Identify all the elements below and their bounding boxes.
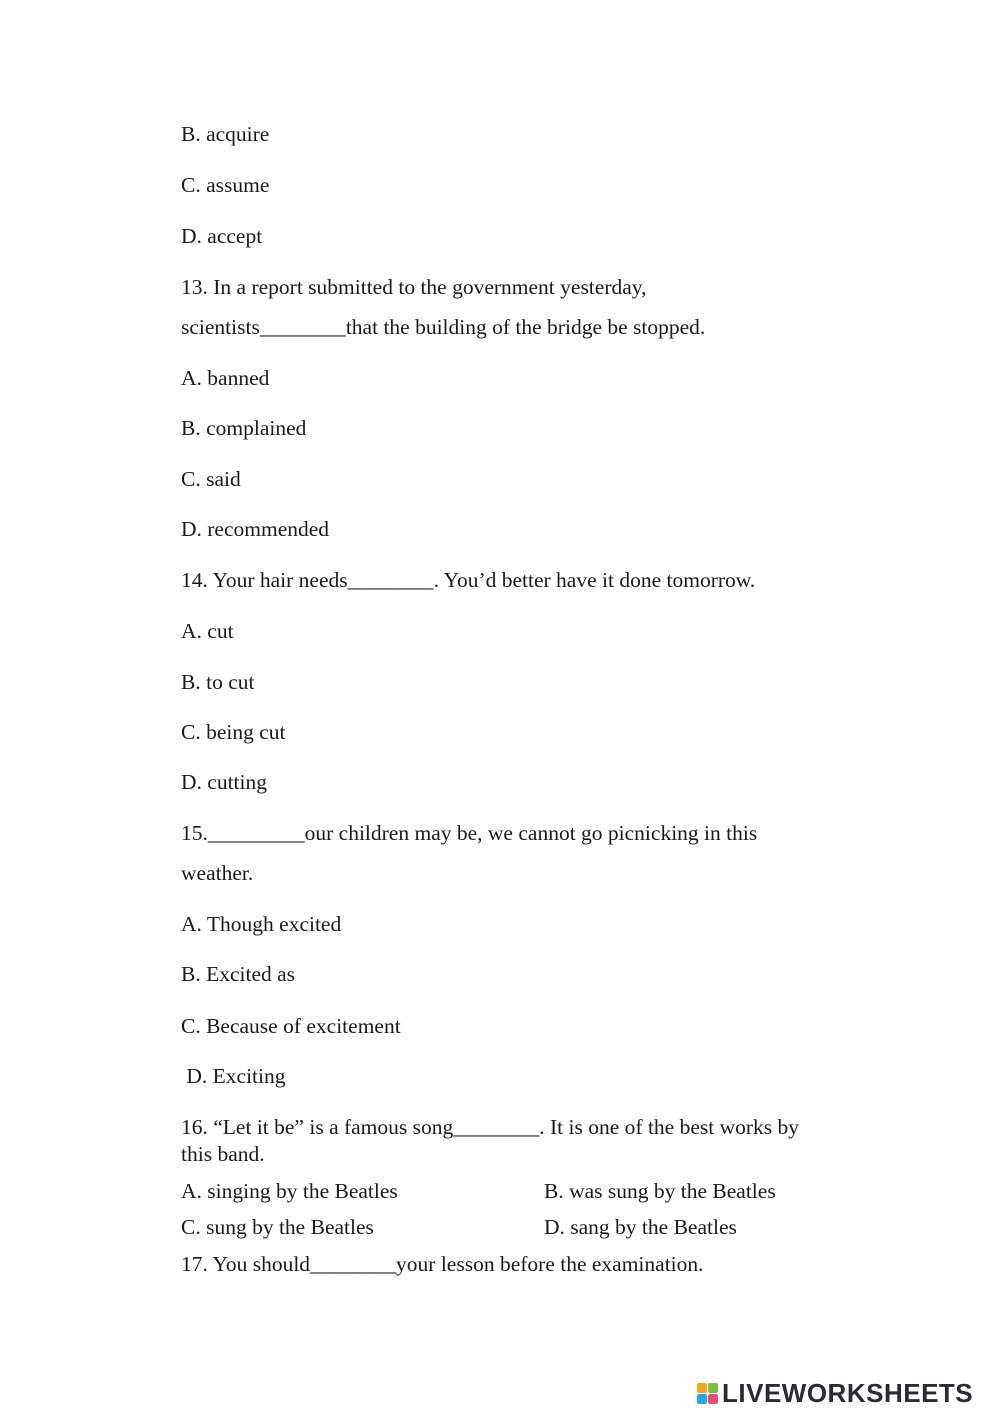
option-16c: C. sung by the Beatles [181, 1215, 374, 1239]
option-16a: A. singing by the Beatles [181, 1179, 398, 1203]
option-16b: B. was sung by the Beatles [544, 1179, 776, 1203]
option-15b: B. Excited as [181, 962, 296, 986]
logo-mark-icon [697, 1383, 718, 1404]
option-14d: D. cutting [181, 770, 267, 794]
option-12c: C. assume [181, 173, 270, 197]
question-16-line-1: 16. “Let it be” is a famous song________. It is one of the best works by [181, 1115, 800, 1139]
option-15c: C. Because of excitement [181, 1014, 401, 1038]
logo-text: LIVEWORKSHEETS [722, 1378, 974, 1408]
option-16d: D. sang by the Beatles [544, 1215, 737, 1239]
option-13a: A. banned [181, 366, 270, 390]
option-14b: B. to cut [181, 670, 255, 694]
liveworksheets-logo[interactable] [697, 1378, 973, 1409]
question-13-line-2: scientists________that the building of the bridge be stopped. [181, 315, 706, 339]
question-17: 17. You should________your lesson before the examination. [181, 1252, 704, 1276]
question-16-line-2: this band. [181, 1142, 265, 1166]
option-15a: A. Though excited [181, 912, 342, 936]
option-12b: B. acquire [181, 122, 270, 146]
option-13d: D. recommended [181, 517, 330, 541]
question-15-line-1: 15._________our children may be, we cannot go picnicking in this [181, 821, 758, 845]
option-12d: D. accept [181, 224, 263, 248]
option-14c: C. being cut [181, 720, 286, 744]
option-13c: C. said [181, 467, 241, 491]
question-14: 14. Your hair needs________. You’d better have it done tomorrow. [181, 568, 756, 592]
question-15-line-2: weather. [181, 861, 254, 885]
question-13-line-1: 13. In a report submitted to the government yesterday, [181, 275, 647, 299]
option-15d: D. Exciting [181, 1064, 286, 1088]
option-14a: A. cut [181, 619, 234, 643]
option-13b: B. complained [181, 416, 307, 440]
